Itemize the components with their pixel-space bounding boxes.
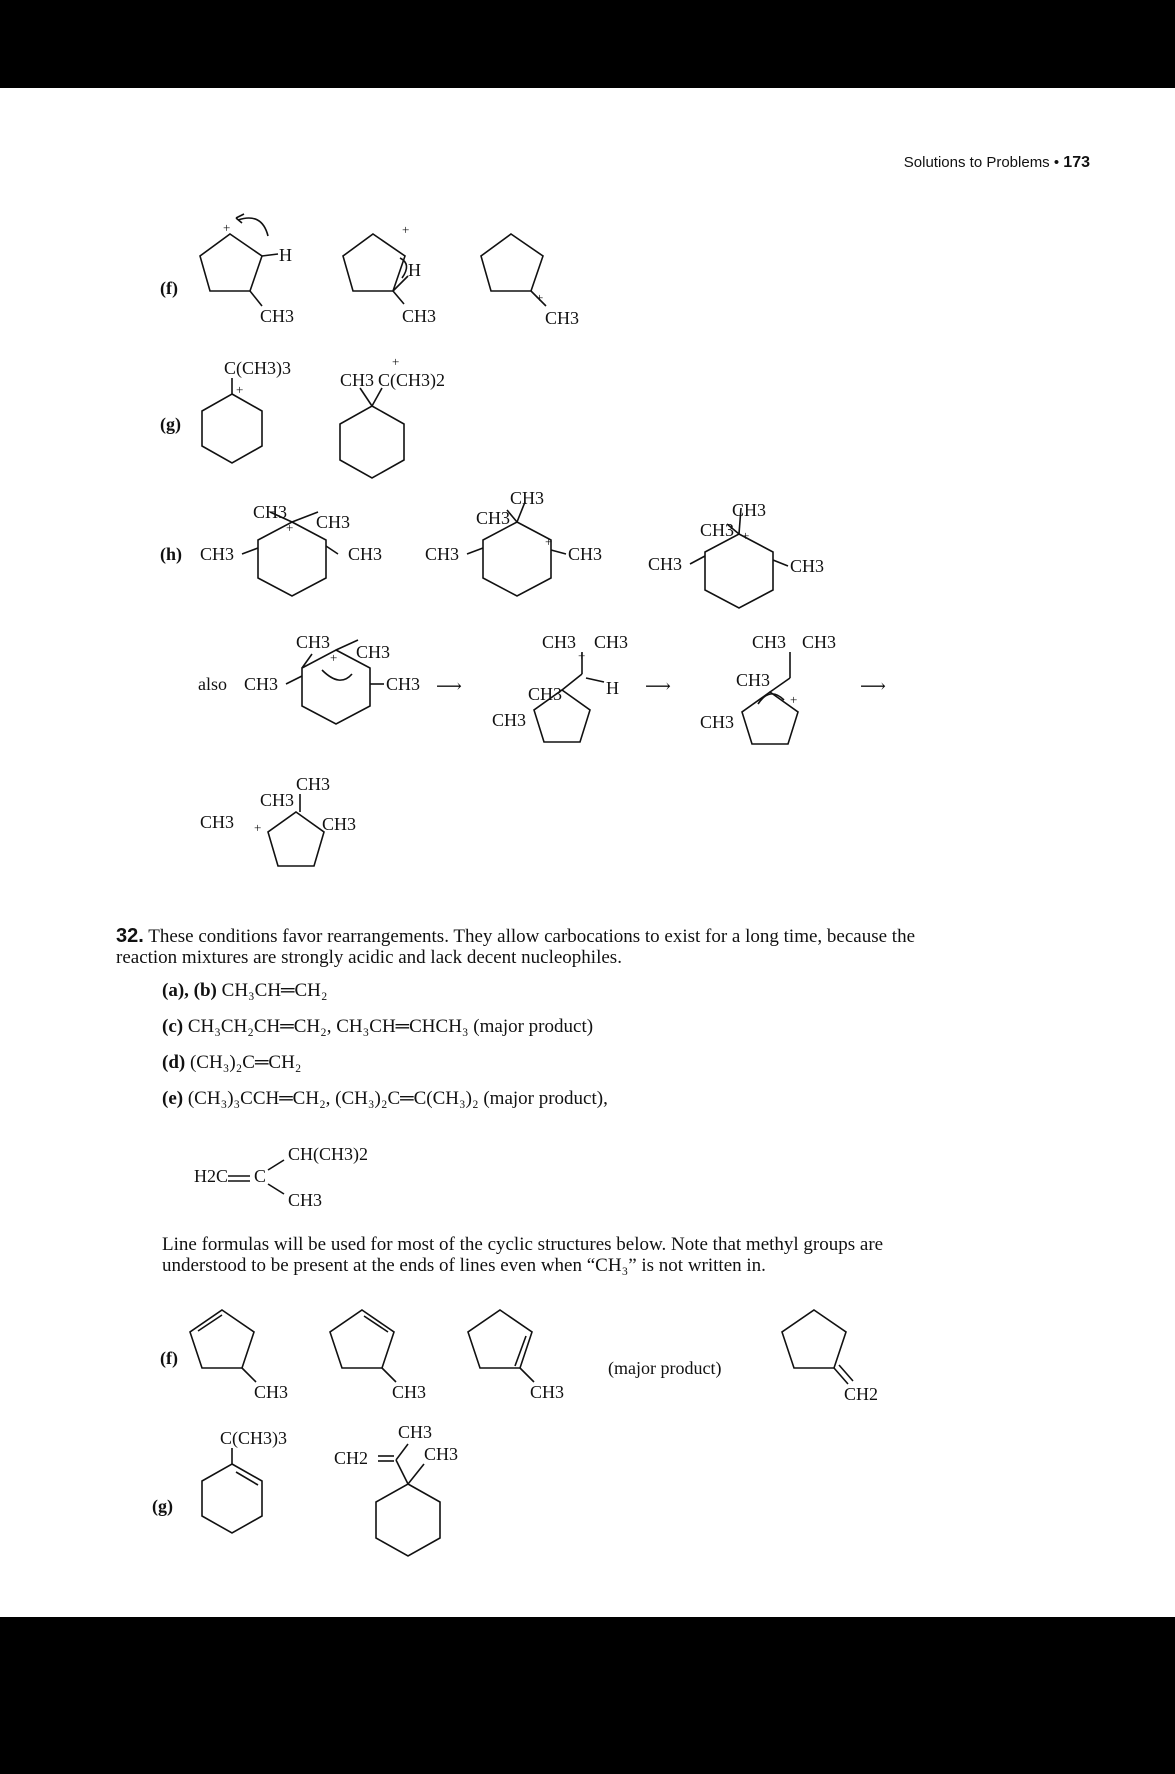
label-h: (h) (160, 544, 182, 564)
group-ch2: CH2 (844, 1384, 879, 1404)
problem-32-intro (116, 926, 1096, 968)
bond (770, 678, 790, 692)
structure-g-bottom (152, 1422, 458, 1556)
bond (467, 548, 483, 554)
group-cch3-2: C(CH3)2 (378, 370, 445, 390)
bond (551, 550, 566, 554)
group-ctbu: C(CH3)3 (220, 1428, 287, 1448)
group-ch3: CH3 (288, 1190, 323, 1210)
structure-f-top (160, 214, 579, 328)
group-ch3: CH3 (348, 544, 383, 564)
label-f: (f) (160, 1348, 178, 1368)
cyclohexane-ring (483, 522, 551, 596)
structure-e-alkene (194, 1144, 368, 1210)
bond-ch3 (393, 291, 404, 304)
note-line-2: understood to be present at the ends of lines even when “CH₃” is not written in. (162, 1255, 766, 1276)
cyclohexane-ring (705, 534, 773, 608)
answer-label: (c) (162, 1016, 184, 1037)
group-ch3: CH3 (594, 632, 629, 652)
group-ch3: CH3 (424, 1444, 459, 1464)
bond (242, 548, 258, 554)
intro-line-1: These conditions favor rearrangements. They allow carbocations to exist for a long time, because the (148, 926, 916, 947)
answer-c (162, 1016, 593, 1038)
answer-e (162, 1088, 608, 1110)
bond-ch3 (336, 640, 358, 650)
page (0, 88, 1175, 1617)
reaction-arrow: ⟶ (436, 676, 462, 696)
reaction-arrow: ⟶ (645, 676, 671, 696)
answer-label: (d) (162, 1052, 186, 1073)
structure-h-row3 (200, 774, 356, 866)
bond-ch3 (382, 1368, 396, 1382)
group-ch3: CH3 (316, 512, 351, 532)
structure-f-bottom (160, 1310, 878, 1404)
group-ch3: CH3 (542, 632, 577, 652)
shift-arrow (322, 670, 352, 680)
charge-plus: + (223, 220, 231, 235)
header-section: Solutions to Problems (903, 154, 1050, 171)
charge-plus: + (392, 354, 400, 369)
label-g: (g) (160, 414, 181, 434)
group-ch3: CH3 (700, 712, 735, 732)
group-ch3: CH3 (356, 642, 391, 662)
bond-ch3 (520, 1368, 534, 1382)
atom-h: H (279, 245, 292, 265)
header-page-number: 173 (1063, 154, 1090, 171)
group-ch3: CH3 (253, 502, 288, 522)
charge-plus: + (742, 528, 750, 543)
group-ch3: CH3 (254, 1382, 289, 1402)
answer-text: (CH₃)₂C═CH₂ (189, 1052, 302, 1073)
answer-label: (e) (162, 1088, 184, 1109)
group-ch3: CH3 (244, 674, 279, 694)
bond (326, 546, 338, 554)
shift-arrow (238, 218, 268, 236)
header-bullet: • (1053, 154, 1060, 171)
label-f: (f) (160, 278, 178, 298)
bond (562, 674, 582, 690)
group-ch3: CH3 (425, 544, 460, 564)
group-ch3: CH3 (340, 370, 375, 390)
group-ch3: CH3 (200, 544, 235, 564)
cyclopentane-ring (481, 234, 543, 291)
group-chch3-2: CH(CH3)2 (288, 1144, 368, 1164)
scan-top-border (0, 0, 1175, 88)
answer-text: (CH₃)₃CCH═CH₂, (CH₃)₂C═C(CH₃)₂ (major product), (187, 1088, 608, 1109)
cyclohexane-ring (202, 394, 262, 463)
reaction-arrow: ⟶ (860, 676, 886, 696)
cyclohexane-ring (376, 1484, 440, 1556)
group-ch3: CH3 (392, 1382, 427, 1402)
group-ch3: CH3 (790, 556, 825, 576)
double-bond (515, 1336, 526, 1366)
charge-plus: + (402, 222, 410, 237)
bond-h (586, 678, 604, 682)
group-ch3: CH3 (802, 632, 837, 652)
group-ctbu: C(CH3)3 (224, 358, 291, 378)
bond (690, 556, 705, 564)
cyclopentene-ring (468, 1310, 532, 1368)
charge-plus: + (545, 534, 553, 549)
group-ch3: CH3 (528, 684, 563, 704)
bond-h (262, 254, 278, 256)
group-ch3: CH3 (568, 544, 603, 564)
charge-plus: + (254, 820, 262, 835)
double-bond (839, 1365, 853, 1381)
bond-cme2 (372, 388, 382, 406)
line-formula-note (162, 1234, 1082, 1276)
structure-h-row2 (198, 632, 886, 744)
bond-ch3 (250, 291, 262, 306)
group-ch3: CH3 (260, 790, 295, 810)
group-ch3: CH3 (530, 1382, 565, 1402)
cyclopentene-ring (190, 1310, 254, 1368)
answer-text: CH₃CH₂CH═CH₂, CH₃CH═CHCH₃ (major product) (187, 1016, 594, 1037)
answer-text: CH₃CH═CH₂ (221, 980, 328, 1001)
group-ch3: CH3 (386, 674, 421, 694)
charge-plus: + (790, 692, 798, 707)
atom-c: C (254, 1166, 267, 1186)
cyclohexene-ring (202, 1464, 262, 1533)
group-ch3: CH3 (476, 508, 511, 528)
group-ch3: CH3 (736, 670, 771, 690)
charge-plus: + (236, 382, 244, 397)
label-g: (g) (152, 1496, 173, 1516)
bond (268, 1160, 284, 1170)
group-ch3: CH3 (648, 554, 683, 574)
bond-ch3 (242, 1368, 256, 1382)
atom-h: H (606, 678, 619, 698)
structure-h-row1 (160, 488, 824, 608)
group-ch3: CH3 (402, 306, 437, 326)
chemical-structures (0, 88, 1175, 1617)
charge-plus: + (286, 520, 294, 535)
cyclopentane-ring (343, 234, 405, 291)
double-bond (364, 1316, 388, 1332)
problem-number: 32. (116, 925, 144, 947)
cyclopentene-ring (330, 1310, 394, 1368)
group-ch3: CH3 (398, 1422, 433, 1442)
note-line-1: Line formulas will be used for most of the cyclic structures below. Note that methyl groups are (162, 1234, 884, 1255)
answer-ab (162, 980, 328, 1002)
group-ch3: CH3 (322, 814, 357, 834)
charge-plus: + (536, 290, 544, 305)
group-ch3: CH3 (296, 632, 331, 652)
bond-ch3 (408, 1464, 424, 1484)
cyclopentane-ring (200, 234, 262, 291)
also-label: also (198, 674, 227, 694)
bond (773, 560, 788, 566)
bond (268, 1184, 284, 1194)
bond-ch3 (396, 1444, 408, 1460)
group-ch3: CH3 (700, 520, 735, 540)
answer-label: (a), (b) (162, 980, 217, 1001)
answer-d (162, 1052, 301, 1074)
charge-plus: + (578, 648, 586, 663)
group-ch3: CH3 (296, 774, 331, 794)
cyclohexane-ring (340, 406, 404, 478)
bond (286, 676, 302, 684)
group-ch3: CH3 (200, 812, 235, 832)
group-ch3: CH3 (510, 488, 545, 508)
cyclopentane-ring (268, 812, 324, 866)
group-ch3: CH3 (492, 710, 527, 730)
scan-bottom-border (0, 1617, 1175, 1774)
bond (396, 1460, 408, 1484)
double-bond (834, 1368, 848, 1384)
bond-ch3 (292, 512, 318, 522)
group-ch2: CH2 (334, 1448, 369, 1468)
group-ch3: CH3 (732, 500, 767, 520)
group-h2c: H2C (194, 1166, 229, 1186)
group-ch3: CH3 (260, 306, 295, 326)
intro-line-2: reaction mixtures are strongly acidic and lack decent nucleophiles. (116, 947, 622, 968)
structure-g-top (160, 354, 445, 478)
double-bond (236, 1472, 258, 1485)
group-ch3: CH3 (545, 308, 580, 328)
major-product-label: (major product) (608, 1358, 722, 1378)
cyclopentane-ring (782, 1310, 846, 1368)
atom-h: H (408, 260, 421, 280)
bond-ch3 (360, 388, 372, 406)
group-ch3: CH3 (752, 632, 787, 652)
charge-plus: + (330, 650, 338, 665)
